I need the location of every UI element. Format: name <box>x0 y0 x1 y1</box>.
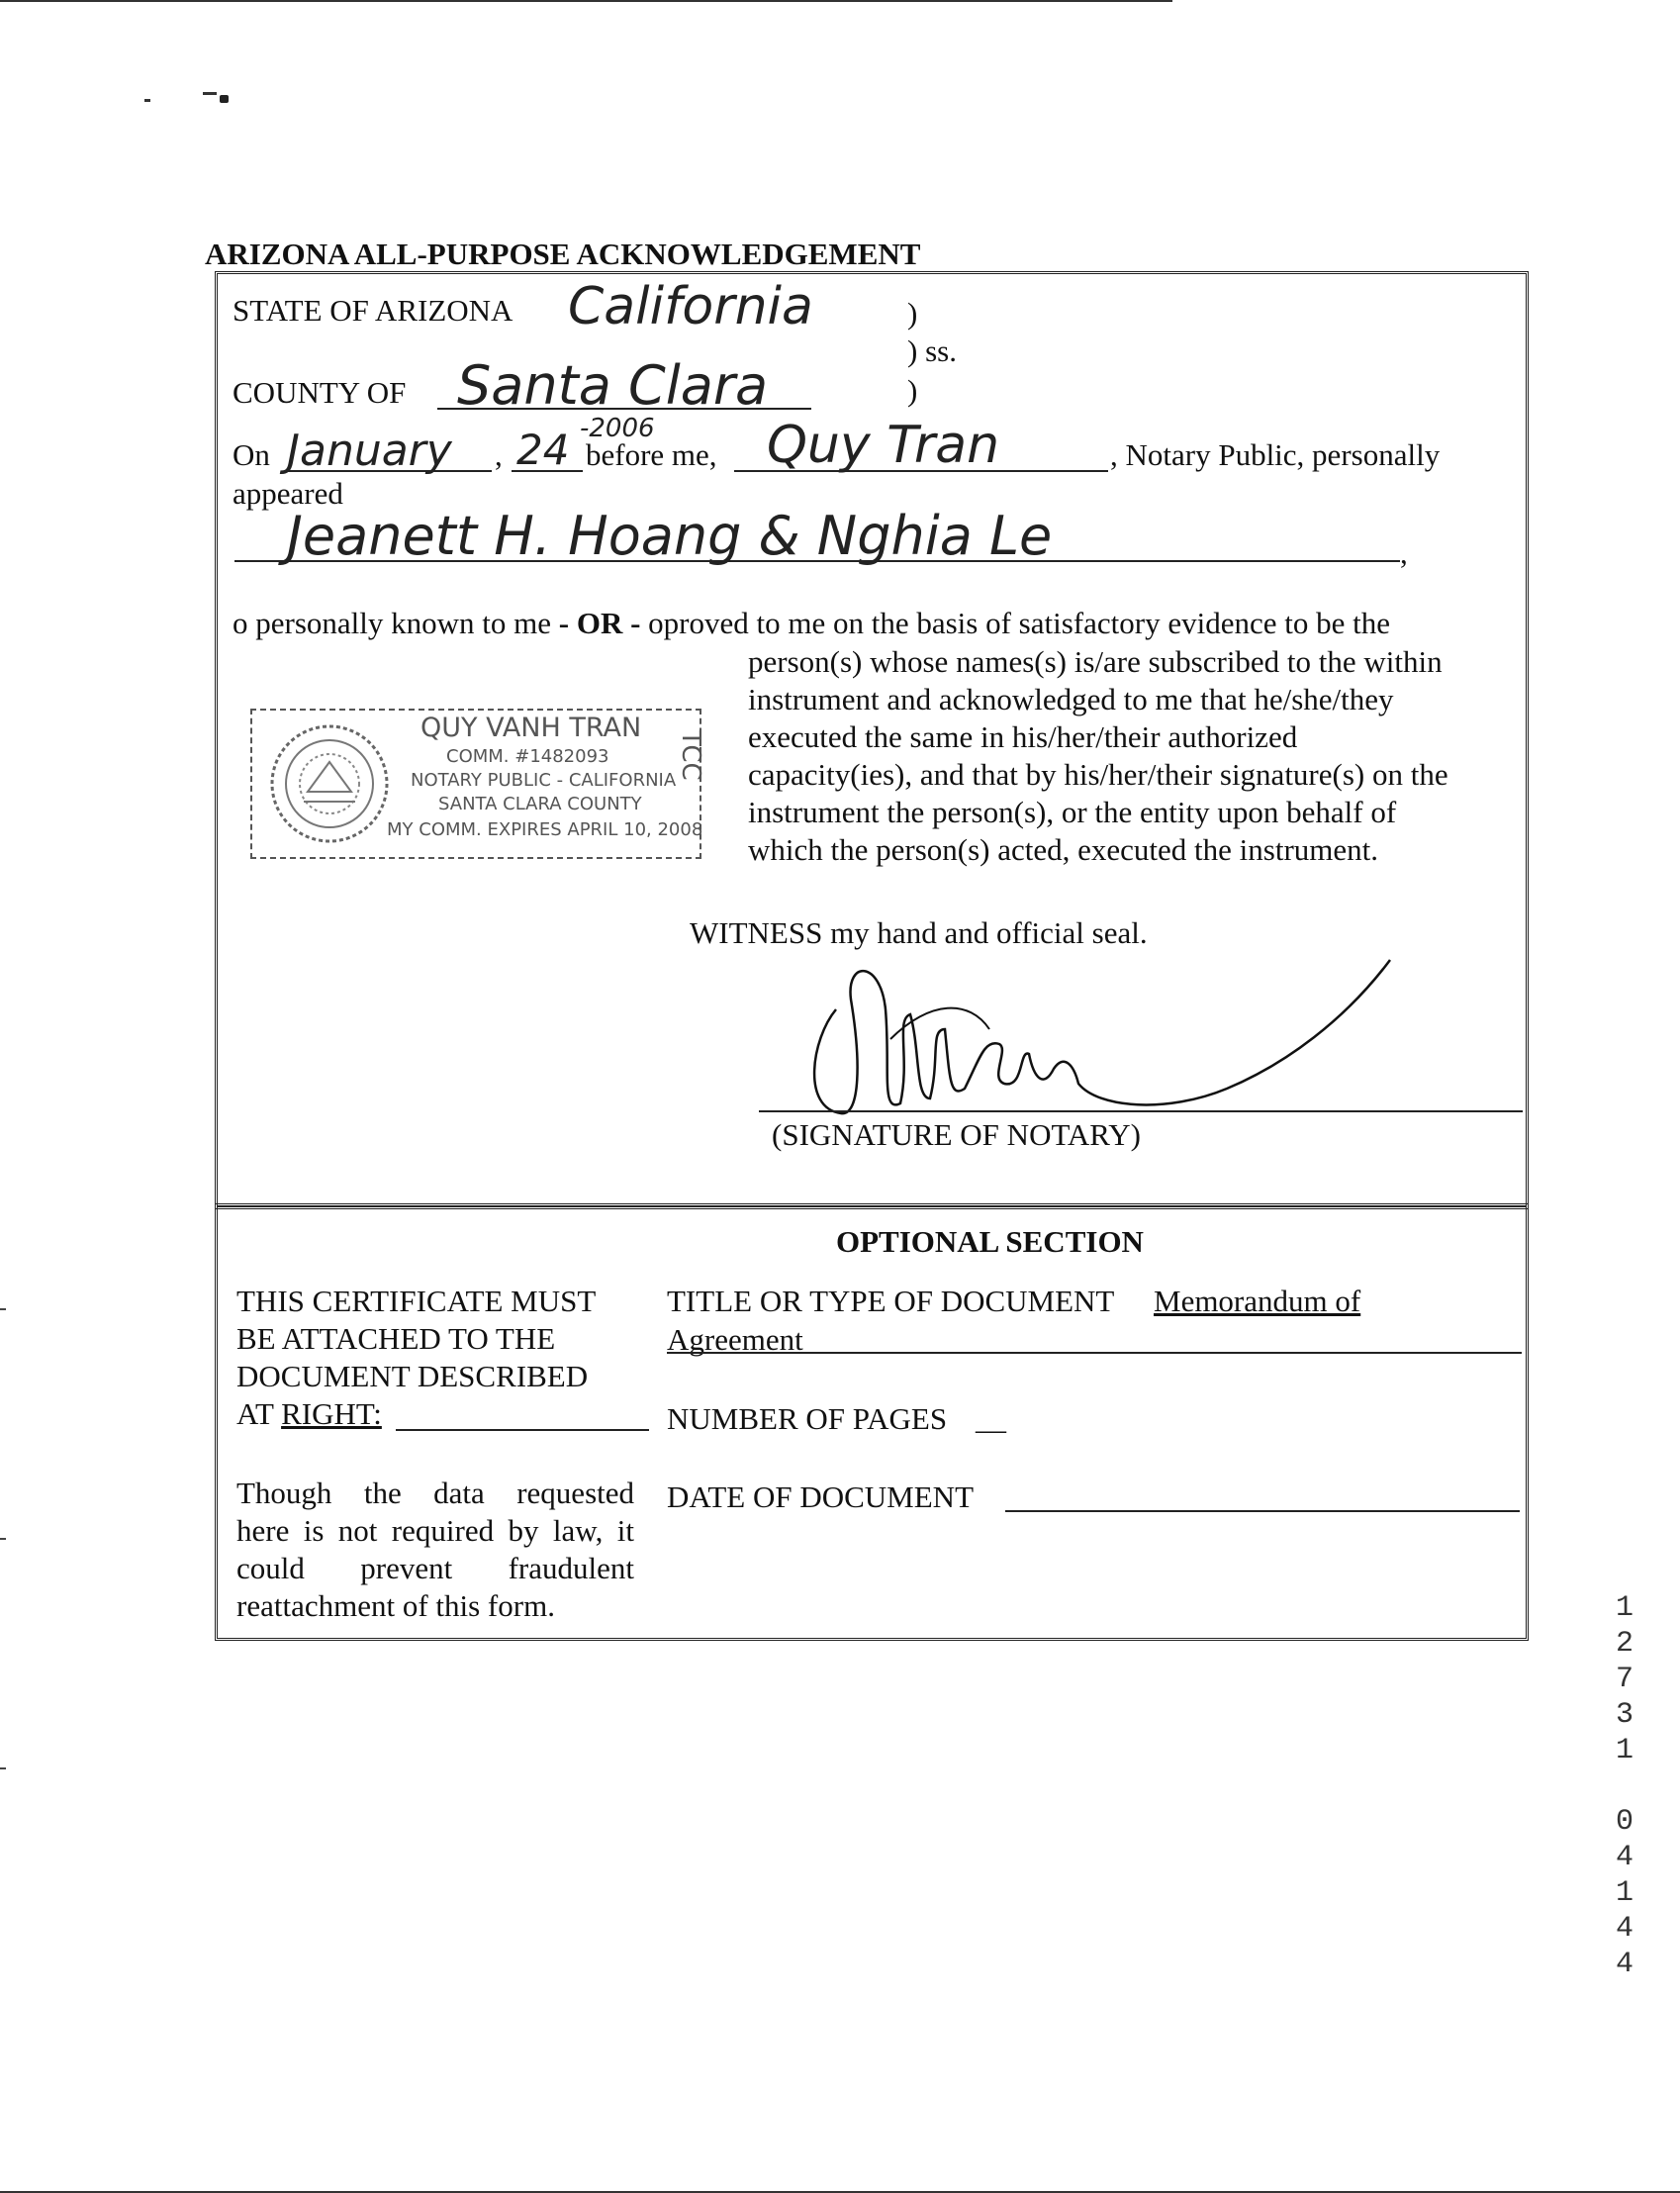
notary-stamp <box>250 709 705 859</box>
statement-line: instrument the person(s), or the entity upon behalf of <box>748 795 1397 829</box>
state-label: STATE OF ARIZONA <box>233 293 513 328</box>
notary-signature <box>792 940 1405 1128</box>
statement-line: person(s) whose names(s) is/are subscribed to the within <box>748 644 1443 679</box>
venue-ss: ) ss. <box>907 334 957 368</box>
document-title-value-cont: Agreement <box>667 1322 803 1357</box>
stamp-side-code: TCC <box>676 730 705 781</box>
scan-speck <box>220 95 229 103</box>
disclaimer-line: here is not required by law, it <box>236 1513 634 1548</box>
statement-line: capacity(ies), and that by his/her/their signature(s) on the <box>748 757 1448 792</box>
attach-instruction-line: BE ATTACHED TO THE <box>236 1321 556 1356</box>
notary-name-value: Quy Tran <box>767 416 1000 475</box>
county-label: COUNTY OF <box>233 375 407 410</box>
venue-paren-top: ) <box>907 296 918 331</box>
attach-instruction-line: THIS CERTIFICATE MUST <box>236 1284 597 1318</box>
or-separator: - OR - <box>558 606 641 640</box>
proved-option: oproved to me on the basis of satisfactory evidence to be the <box>640 606 1390 640</box>
optional-section-heading: OPTIONAL SECTION <box>836 1224 1144 1259</box>
document-title-label: TITLE OR TYPE OF DOCUMENT <box>667 1284 1115 1318</box>
notary-public-text: , Notary Public, personally <box>1110 437 1441 472</box>
stamp-expiry: MY COMM. EXPIRES APRIL 10, 2008 <box>387 819 703 840</box>
state-seal-icon <box>268 722 391 845</box>
stamp-name: QUY VANH TRAN <box>420 713 642 743</box>
before-me-text: before me, <box>586 437 717 472</box>
state-value: California <box>568 277 813 336</box>
document-title-line <box>667 1352 1522 1354</box>
signers-value: Jeanett H. Hoang & Nghia Le <box>287 505 1053 567</box>
county-value: Santa Clara <box>457 354 769 417</box>
number-of-pages-blank: __ <box>976 1401 1006 1436</box>
date-comma: , <box>495 437 503 472</box>
appeared-text: appeared <box>233 476 343 511</box>
venue-paren-bottom: ) <box>907 373 918 408</box>
disclaimer-line: could prevent fraudulent <box>236 1551 634 1585</box>
statement-line: which the person(s) acted, executed the instrument. <box>748 832 1378 867</box>
stamp-title: NOTARY PUBLIC - CALIFORNIA <box>411 770 677 791</box>
date-day: 24 <box>516 426 570 474</box>
number-of-pages-label: NUMBER OF PAGES <box>667 1401 948 1436</box>
margin-tick <box>0 1767 6 1769</box>
disclaimer-line: Though the data requested <box>236 1476 634 1510</box>
scan-top-line <box>0 0 1172 2</box>
personally-known-option: o personally known to me <box>233 606 559 640</box>
signers-trailing-comma: , <box>1400 535 1408 570</box>
scan-speck <box>203 92 217 95</box>
attach-instruction-line <box>236 1395 382 1433</box>
date-of-document-line <box>1005 1510 1520 1512</box>
disclaimer-paragraph <box>236 1475 634 1625</box>
signature-caption: (SIGNATURE OF NOTARY) <box>772 1117 1141 1152</box>
document-number: 12731 04144 <box>1608 1591 1641 1983</box>
date-of-document-label: DATE OF DOCUMENT <box>667 1479 974 1514</box>
scan-speck <box>144 99 150 102</box>
stamp-commission: COMM. #1482093 <box>446 746 609 767</box>
date-year: -2006 <box>580 414 655 443</box>
right-blank-line <box>396 1429 649 1431</box>
witness-statement: WITNESS my hand and official seal. <box>690 915 1148 950</box>
statement-line: instrument and acknowledged to me that he/she/they <box>748 682 1394 716</box>
known-proved-line <box>233 605 1390 642</box>
at-word: AT <box>236 1396 282 1431</box>
attach-instruction-line: DOCUMENT DESCRIBED <box>236 1359 589 1393</box>
signature-line <box>759 1110 1523 1112</box>
date-month: January <box>287 426 452 476</box>
right-word: RIGHT: <box>281 1396 382 1431</box>
stamp-county: SANTA CLARA COUNTY <box>438 794 642 814</box>
margin-tick <box>0 1538 6 1540</box>
page-title: ARIZONA ALL-PURPOSE ACKNOWLEDGEMENT <box>205 237 921 271</box>
disclaimer-line: reattachment of this form. <box>236 1588 555 1623</box>
statement-line: executed the same in his/her/their authorized <box>748 719 1298 754</box>
margin-tick <box>0 1308 6 1310</box>
on-label: On <box>233 437 270 472</box>
document-title-value: Memorandum of <box>1154 1284 1361 1318</box>
